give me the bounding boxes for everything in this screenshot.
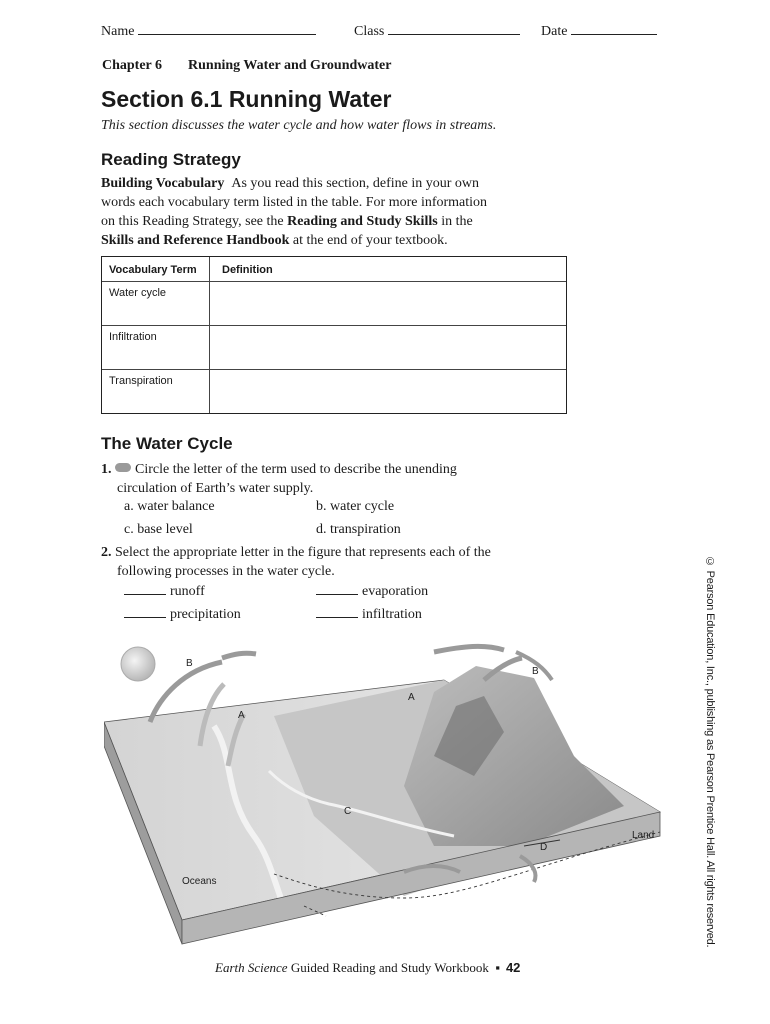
date-blank[interactable] (571, 22, 657, 35)
table-header-definition: Definition (222, 264, 273, 276)
figure-label-b-left: B (186, 658, 193, 669)
class-label: Class (354, 24, 385, 39)
q2-number: 2. (101, 545, 112, 560)
q2-item-label: evaporation (362, 584, 429, 599)
precipitation-arrow-top (434, 646, 504, 652)
q2-item-runoff (124, 582, 205, 600)
definition-cell-infiltration[interactable] (210, 326, 566, 369)
chapter-line (102, 58, 391, 74)
figure-label-c: C (344, 806, 352, 817)
strategy-line3a: on this Reading Strategy, see the (101, 214, 288, 229)
strategy-lead: Building Vocabulary (101, 176, 225, 191)
date-field (541, 22, 657, 40)
class-field (354, 22, 520, 40)
page-footer (215, 960, 520, 976)
strategy-line3c: in the (437, 214, 473, 229)
strategy-line3b: Reading and Study Skills (287, 214, 438, 229)
q1-choice-b[interactable]: b. water cycle (316, 499, 395, 514)
q1-choice-c[interactable]: c. base level (124, 522, 193, 537)
chapter-title: Running Water and Groundwater (188, 58, 392, 73)
pencil-icon (115, 463, 131, 472)
sun-icon (121, 647, 155, 681)
water-cycle-diagram (104, 636, 664, 948)
page-number: 42 (505, 960, 521, 975)
cloud-arrow (222, 653, 256, 658)
definition-cell-transpiration[interactable] (210, 370, 566, 412)
strategy-line4a: Skills and Reference Handbook (101, 233, 290, 248)
figure-label-d: D (540, 842, 548, 853)
q2-item-label: infiltration (362, 607, 422, 622)
date-label: Date (541, 24, 568, 39)
reading-strategy-text (101, 174, 571, 250)
question-2 (101, 543, 571, 581)
figure-label-a-left: A (238, 710, 245, 721)
figure-label-b-right: B (532, 666, 539, 677)
footer-bullet: ▪ (495, 960, 500, 975)
water-cycle-heading: The Water Cycle (101, 434, 233, 453)
name-label: Name (101, 24, 135, 39)
q2-text-line1: Select the appropriate letter in the figure that represents each of the (115, 545, 491, 560)
answer-blank[interactable] (316, 605, 358, 618)
footer-book-title: Earth Science (215, 960, 288, 975)
strategy-line4b: at the end of your textbook. (289, 233, 448, 248)
table-header-term: Vocabulary Term (109, 264, 197, 276)
reading-strategy-heading: Reading Strategy (101, 150, 241, 169)
class-blank[interactable] (388, 22, 520, 35)
q1-choice-d[interactable]: d. transpiration (316, 522, 401, 537)
q2-item-label: precipitation (170, 607, 241, 622)
chapter-number: Chapter 6 (102, 58, 163, 73)
table-term-transpiration: Transpiration (109, 375, 173, 387)
vocabulary-table (101, 256, 567, 414)
table-term-infiltration: Infiltration (109, 331, 157, 343)
answer-blank[interactable] (124, 582, 166, 595)
figure-label-oceans: Oceans (182, 876, 217, 887)
table-term-water-cycle: Water cycle (109, 287, 167, 299)
q1-choice-a[interactable]: a. water balance (124, 499, 215, 514)
q2-item-precipitation (124, 605, 241, 623)
q2-item-label: runoff (170, 584, 205, 599)
q1-number: 1. (101, 462, 112, 477)
q1-text-line1: Circle the letter of the term used to describe the unending (135, 462, 457, 477)
definition-cell-water-cycle[interactable] (210, 282, 566, 325)
copyright-notice: © Pearson Education, Inc., publishing as Pearson Prentice Hall. All rights reserved. (704, 556, 716, 948)
strategy-line1: As you read this section, define in your own (231, 176, 480, 191)
q1-text-line2: circulation of Earth’s water supply. (117, 481, 314, 496)
name-blank[interactable] (138, 22, 316, 35)
answer-blank[interactable] (124, 605, 166, 618)
footer-book-rest: Guided Reading and Study Workbook (287, 960, 489, 975)
question-1 (101, 460, 571, 498)
answer-blank[interactable] (316, 582, 358, 595)
strategy-line2: words each vocabulary term listed in the table. For more information (101, 195, 488, 210)
section-title: Section 6.1 Running Water (101, 86, 392, 112)
name-field (101, 22, 316, 40)
section-subtitle: This section discusses the water cycle and how water flows in streams. (101, 118, 497, 133)
water-cycle-figure (104, 636, 664, 948)
figure-label-a-right: A (408, 692, 415, 703)
q2-item-infiltration (316, 605, 422, 623)
q2-item-evaporation (316, 582, 428, 600)
figure-label-land: Land (632, 830, 655, 841)
q2-text-line2: following processes in the water cycle. (117, 564, 335, 579)
